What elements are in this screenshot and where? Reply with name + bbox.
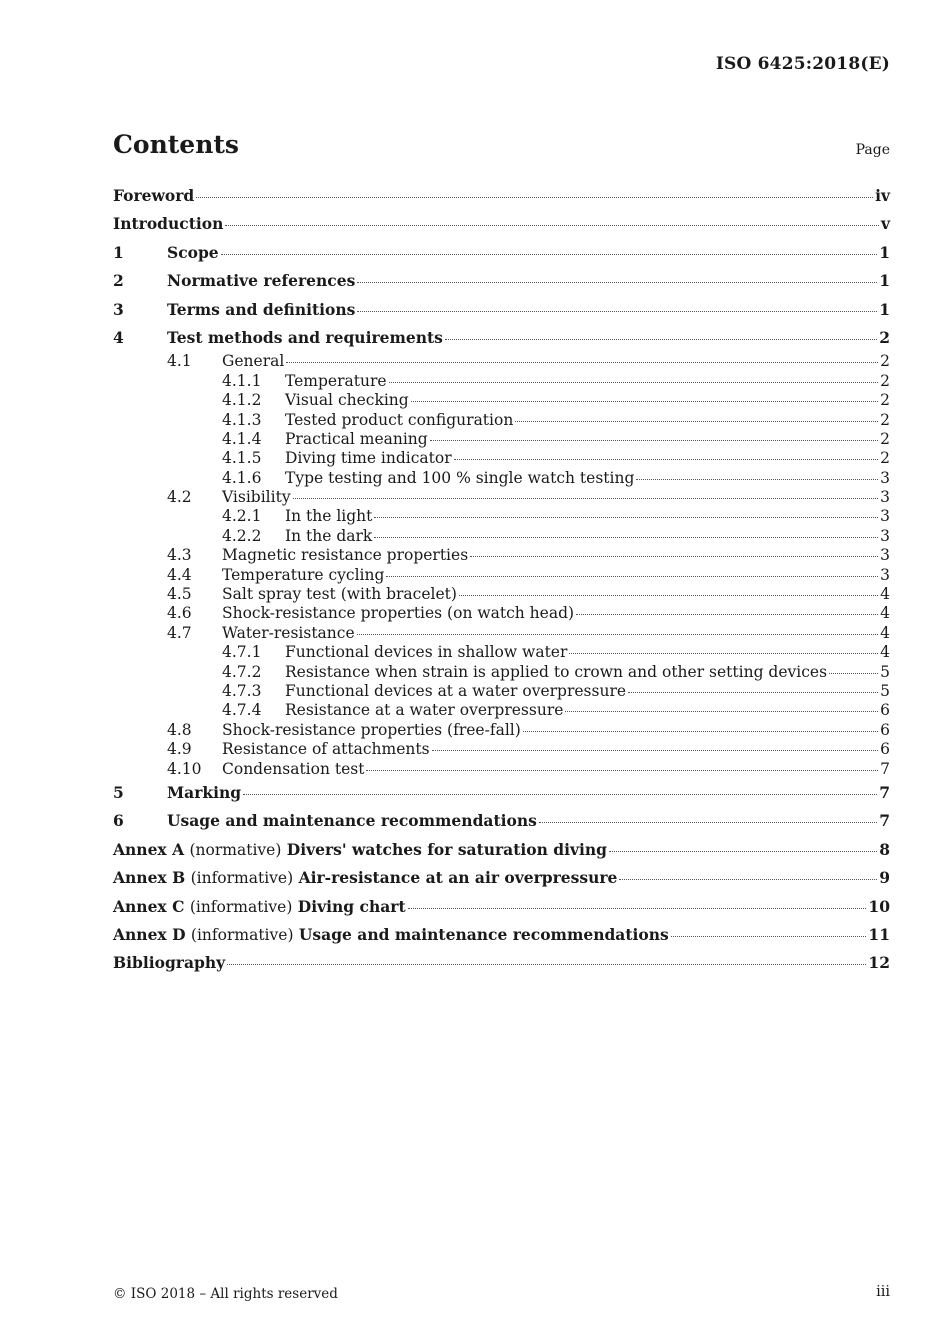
toc-entry-page: 3 xyxy=(880,526,890,545)
toc-entry[interactable] xyxy=(113,239,890,267)
toc-entry[interactable] xyxy=(113,430,890,449)
toc-entry-number: 3 xyxy=(113,299,124,319)
toc-entry[interactable] xyxy=(113,864,890,892)
toc-entry-page: 10 xyxy=(868,896,890,916)
annex-label: Annex D xyxy=(113,924,186,944)
toc-entry-title: Shock-resistance properties (on watch head) xyxy=(222,604,575,623)
dot-leader xyxy=(286,361,878,363)
toc-entry-title: Usage and maintenance recommendations xyxy=(167,811,537,831)
toc-entry-title: Water-resistance xyxy=(222,623,355,642)
dot-leader xyxy=(636,478,878,480)
toc-entry[interactable] xyxy=(113,643,890,662)
dot-leader xyxy=(628,691,878,693)
toc-entry[interactable] xyxy=(113,296,890,324)
toc-entry-page: 5 xyxy=(880,681,890,700)
toc-entry-number: 4.1.4 xyxy=(222,429,262,448)
toc-entry-title: Resistance when strain is applied to crown and other setting devices xyxy=(285,662,828,681)
dot-leader xyxy=(565,710,878,712)
toc-entry[interactable] xyxy=(113,372,890,391)
toc-entry[interactable] xyxy=(113,182,890,210)
toc-entry-title xyxy=(113,893,406,921)
toc-entry[interactable] xyxy=(113,893,890,921)
annex-title: Usage and maintenance recommendations xyxy=(298,924,669,944)
toc-entry[interactable] xyxy=(113,449,890,468)
annex-qualifier: (informative) xyxy=(189,897,293,916)
toc-entry-number: 4.5 xyxy=(167,585,192,604)
annex-qualifier: (informative) xyxy=(190,925,294,944)
toc-entry[interactable] xyxy=(113,701,890,720)
toc-entry-title: Resistance at a water overpressure xyxy=(285,701,564,720)
dot-leader xyxy=(243,793,877,795)
dot-leader xyxy=(609,850,877,852)
toc-entry-title: Temperature xyxy=(285,371,387,390)
toc-entry-number: 4.1.2 xyxy=(222,391,262,410)
toc-entry[interactable] xyxy=(113,921,890,949)
toc-entry-page: 8 xyxy=(879,839,890,859)
toc-entry-page: 3 xyxy=(880,507,890,526)
toc-entry-page: 1 xyxy=(879,271,890,291)
toc-entry-title: Terms and definitions xyxy=(167,299,356,319)
toc-entry-page: 3 xyxy=(880,546,890,565)
toc-entry[interactable] xyxy=(113,352,890,371)
toc-entry-title: Tested product configuration xyxy=(285,410,514,429)
toc-entry[interactable] xyxy=(113,760,890,779)
toc-entry-page: 9 xyxy=(879,868,890,888)
toc-entry[interactable] xyxy=(113,624,890,643)
document-id: ISO 6425:2018(E) xyxy=(715,54,890,74)
toc-entry-title xyxy=(113,836,607,864)
toc-entry-number: 1 xyxy=(113,242,124,262)
toc-entry-title: Shock-resistance properties (free-fall) xyxy=(222,720,521,739)
toc-entry-number: 4.7.2 xyxy=(222,662,262,681)
toc-entry[interactable] xyxy=(113,210,890,238)
toc-entry-page: 7 xyxy=(879,811,890,831)
toc-entry-number: 4.3 xyxy=(167,546,192,565)
dot-leader xyxy=(576,613,878,615)
annex-title: Air-resistance at an air overpressure xyxy=(298,868,618,888)
toc-entry-page: 2 xyxy=(880,352,890,371)
dot-leader xyxy=(539,821,877,823)
toc-entry-title: Bibliography xyxy=(113,953,226,973)
dot-leader xyxy=(445,338,877,340)
toc-entry[interactable] xyxy=(113,604,890,623)
toc-entry-title: Condensation test xyxy=(222,759,365,778)
dot-leader xyxy=(227,963,866,965)
toc-entry-number: 4.7.1 xyxy=(222,643,262,662)
toc-entry-title: Visibility xyxy=(222,488,291,507)
toc-entry-title: Scope xyxy=(167,242,219,262)
dot-leader xyxy=(374,536,878,538)
toc-entry-title: Foreword xyxy=(113,186,195,205)
dot-leader xyxy=(432,749,879,751)
toc-entry-page: 2 xyxy=(879,327,890,347)
toc-entry-title: Type testing and 100 % single watch testing xyxy=(285,468,635,487)
toc-entry-page: 11 xyxy=(868,924,890,944)
toc-entry-page: 2 xyxy=(880,449,890,468)
toc-entry[interactable] xyxy=(113,807,890,835)
toc-entry[interactable] xyxy=(113,682,890,701)
annex-qualifier: (normative) xyxy=(189,840,282,859)
toc-entry-title: Functional devices at a water overpressure xyxy=(285,681,627,700)
dot-leader xyxy=(411,400,878,402)
toc-entry[interactable] xyxy=(113,267,890,295)
toc-entry-title: Practical meaning xyxy=(285,429,428,448)
dot-leader xyxy=(374,516,878,518)
toc-entry-number: 4.7.4 xyxy=(222,701,262,720)
toc-entry-number: 6 xyxy=(113,811,124,831)
dot-leader xyxy=(671,935,867,937)
dot-leader xyxy=(430,439,878,441)
toc-entry[interactable] xyxy=(113,488,890,507)
dot-leader xyxy=(569,652,878,654)
dot-leader xyxy=(389,381,879,383)
toc-entry-page: 6 xyxy=(880,720,890,739)
toc-entry-page: 1 xyxy=(879,242,890,262)
dot-leader xyxy=(221,253,878,255)
toc-entry-title: Introduction xyxy=(113,214,224,234)
toc-entry[interactable] xyxy=(113,779,890,807)
toc-entry-page: 4 xyxy=(880,623,890,642)
toc-entry[interactable] xyxy=(113,585,890,604)
toc-entry[interactable] xyxy=(113,507,890,526)
toc-entry-title: Magnetic resistance properties xyxy=(222,546,469,565)
toc-entry-title: Test methods and requirements xyxy=(167,327,443,347)
toc-entry-title: Visual checking xyxy=(285,391,409,410)
toc-entry-number: 4 xyxy=(113,327,124,347)
dot-leader xyxy=(196,196,873,198)
toc-entry-number: 4.1.3 xyxy=(222,410,262,429)
toc-entry-page: 6 xyxy=(880,701,890,720)
toc-entry[interactable] xyxy=(113,836,890,864)
toc-entry-number: 4.2.1 xyxy=(222,507,262,526)
toc-entry-number: 4.1.6 xyxy=(222,468,262,487)
dot-leader xyxy=(619,878,877,880)
toc-entry-number: 4.2.2 xyxy=(222,526,262,545)
toc-entry-number: 4.6 xyxy=(167,604,192,623)
toc-entry[interactable] xyxy=(113,663,890,682)
toc-entry-page: v xyxy=(880,214,890,234)
toc-entry-title xyxy=(113,864,617,892)
toc-entry-title: In the dark xyxy=(285,526,373,545)
toc-entry-number: 4.2 xyxy=(167,488,192,507)
annex-title: Diving chart xyxy=(297,896,406,916)
dot-leader xyxy=(470,555,878,557)
dot-leader xyxy=(454,458,879,460)
table-of-contents xyxy=(113,182,890,978)
annex-title: Divers' watches for saturation diving xyxy=(286,839,608,859)
dot-leader xyxy=(459,594,878,596)
toc-entry-page: 7 xyxy=(880,759,890,778)
toc-entry[interactable] xyxy=(113,527,890,546)
toc-entry-title: Diving time indicator xyxy=(285,449,452,468)
annex-label: Annex C xyxy=(113,896,185,916)
dot-leader xyxy=(357,281,877,283)
dot-leader xyxy=(829,672,878,674)
page-column-label: Page xyxy=(855,142,890,158)
annex-label: Annex A xyxy=(113,839,185,859)
toc-entry[interactable] xyxy=(113,546,890,565)
toc-entry-page: 3 xyxy=(880,488,890,507)
toc-entry-page: 7 xyxy=(879,782,890,802)
toc-entry-page: 3 xyxy=(880,565,890,584)
toc-entry-number: 4.10 xyxy=(167,759,202,778)
toc-entry[interactable] xyxy=(113,740,890,759)
toc-entry-page: 6 xyxy=(880,740,890,759)
annex-qualifier: (informative) xyxy=(190,869,294,888)
toc-entry-page: iv xyxy=(875,186,890,205)
toc-entry-number: 4.8 xyxy=(167,720,192,739)
toc-entry-title: Functional devices in shallow water xyxy=(285,643,568,662)
toc-entry[interactable] xyxy=(113,411,890,430)
toc-entry-title: Temperature cycling xyxy=(222,565,385,584)
dot-leader xyxy=(523,730,878,732)
toc-entry[interactable] xyxy=(113,949,890,977)
toc-entry[interactable] xyxy=(113,721,890,740)
toc-entry-number: 2 xyxy=(113,271,124,291)
toc-entry-page: 4 xyxy=(880,643,890,662)
toc-entry-title: Resistance of attachments xyxy=(222,740,430,759)
toc-entry-title: Marking xyxy=(167,782,242,802)
dot-leader xyxy=(293,497,879,499)
page-title: Contents xyxy=(113,130,240,159)
toc-entry-title: Normative references xyxy=(167,271,356,291)
dot-leader xyxy=(515,420,878,422)
toc-entry-page: 1 xyxy=(879,299,890,319)
toc-entry-number: 4.9 xyxy=(167,740,192,759)
toc-entry-title xyxy=(113,921,669,949)
dot-leader xyxy=(366,769,878,771)
toc-entry-number: 4.1.1 xyxy=(222,371,262,390)
toc-entry[interactable] xyxy=(113,324,890,352)
toc-entry-title: Salt spray test (with bracelet) xyxy=(222,585,457,604)
toc-entry-title: General xyxy=(222,352,285,371)
toc-entry[interactable] xyxy=(113,469,890,488)
dot-leader xyxy=(357,633,878,635)
toc-entry-page: 12 xyxy=(868,953,890,973)
dot-leader xyxy=(225,224,879,226)
toc-entry-number: 4.1.5 xyxy=(222,449,262,468)
toc-entry-number: 4.4 xyxy=(167,565,192,584)
toc-entry-number: 4.7.3 xyxy=(222,681,262,700)
toc-entry-page: 2 xyxy=(880,391,890,410)
toc-entry-page: 4 xyxy=(880,585,890,604)
toc-entry-page: 3 xyxy=(880,468,890,487)
toc-entry-title: In the light xyxy=(285,507,373,526)
toc-entry[interactable] xyxy=(113,566,890,585)
toc-entry-page: 2 xyxy=(880,410,890,429)
toc-entry-page: 2 xyxy=(880,429,890,448)
toc-entry-page: 2 xyxy=(880,371,890,390)
toc-entry-number: 4.7 xyxy=(167,623,192,642)
annex-label: Annex B xyxy=(113,868,186,888)
footer-page-number: iii xyxy=(876,1284,890,1300)
dot-leader xyxy=(408,907,867,909)
toc-entry-page: 5 xyxy=(880,662,890,681)
toc-entry-number: 4.1 xyxy=(167,352,192,371)
toc-entry-page: 4 xyxy=(880,604,890,623)
dot-leader xyxy=(386,575,878,577)
toc-entry-number: 5 xyxy=(113,782,124,802)
copyright-notice: © ISO 2018 – All rights reserved xyxy=(113,1286,338,1302)
toc-entry[interactable] xyxy=(113,391,890,410)
dot-leader xyxy=(357,310,877,312)
